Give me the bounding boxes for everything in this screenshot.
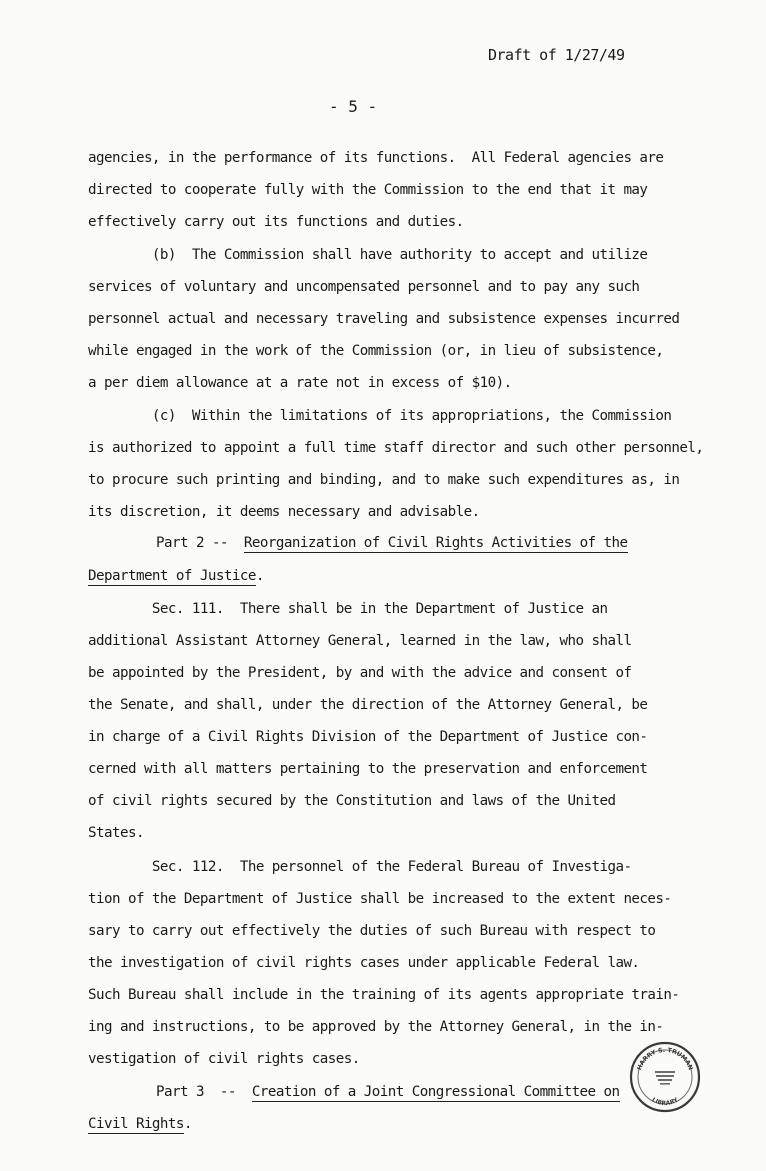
- body-line-9: (c) Within the limitations of its appropriations, the Commission: [88, 408, 672, 424]
- body-line-8: a per diem allowance at a rate not in excess of $10).: [88, 375, 512, 391]
- part3-end: .: [183, 1116, 192, 1132]
- body-line-27: vestigation of civil rights cases.: [88, 1051, 360, 1067]
- body-line-11: to procure such printing and binding, and to make such expenditures as, in: [88, 472, 680, 488]
- body-line-19: of civil rights secured by the Constitution and laws of the United: [88, 793, 616, 809]
- body-line-17: in charge of a Civil Rights Division of the Department of Justice con-: [88, 729, 648, 745]
- part3-title-line1: Creation of a Joint Congressional Committee on: [251, 1084, 620, 1100]
- part3-prefix: Part 3 --: [156, 1084, 252, 1100]
- part2-title-line2: Department of Justice: [88, 568, 256, 584]
- body-line-20: States.: [88, 825, 144, 841]
- body-line-6: personnel actual and necessary traveling and subsistence expenses incurred: [88, 311, 680, 327]
- body-line-16: the Senate, and shall, under the direction of the Attorney General, be: [88, 697, 648, 713]
- body-line-14: additional Assistant Attorney General, learned in the law, who shall: [88, 633, 632, 649]
- part3-heading: [156, 1082, 620, 1102]
- body-line-7: while engaged in the work of the Commission (or, in lieu of subsistence,: [88, 343, 664, 359]
- seal-center-emblem: [655, 1071, 675, 1085]
- body-line-15: be appointed by the President, by and with the advice and consent of: [88, 665, 632, 681]
- library-seal-stamp: [628, 1040, 702, 1114]
- body-line-24: the investigation of civil rights cases under applicable Federal law.: [88, 955, 640, 971]
- page-number: - 5 -: [329, 97, 378, 116]
- seal-bottom-text: LIBRARY: [650, 1096, 680, 1108]
- body-line-21: Sec. 112. The personnel of the Federal Bureau of Investiga-: [88, 859, 632, 875]
- part2-title-line1: Reorganization of Civil Rights Activities of the: [243, 535, 628, 551]
- body-line-12: its discretion, it deems necessary and advisable.: [88, 504, 480, 520]
- body-line-18: cerned with all matters pertaining to the preservation and enforcement: [88, 761, 648, 777]
- part2-end: .: [255, 568, 264, 584]
- body-line-22: tion of the Department of Justice shall be increased to the extent neces-: [88, 891, 672, 907]
- part2-heading-cont: [88, 566, 264, 586]
- body-line-10: is authorized to appoint a full time staff director and such other personnel,: [88, 440, 704, 456]
- body-line-25: Such Bureau shall include in the training of its agents appropriate train-: [88, 987, 680, 1003]
- body-line-2: directed to cooperate fully with the Commission to the end that it may: [88, 182, 648, 198]
- part3-heading-cont: [88, 1114, 192, 1134]
- part2-heading: [156, 533, 628, 553]
- body-line-4: (b) The Commission shall have authority to accept and utilize: [88, 247, 648, 263]
- body-line-5: services of voluntary and uncompensated personnel and to pay any such: [88, 279, 640, 295]
- part3-title-line2: Civil Rights: [88, 1116, 184, 1132]
- body-line-13: Sec. 111. There shall be in the Department of Justice an: [88, 601, 608, 617]
- part2-prefix: Part 2 --: [156, 535, 244, 551]
- body-line-3: effectively carry out its functions and duties.: [88, 214, 464, 230]
- body-line-26: ing and instructions, to be approved by the Attorney General, in the in-: [88, 1019, 664, 1035]
- body-line-23: sary to carry out effectively the duties of such Bureau with respect to: [88, 923, 656, 939]
- seal-top-text: HARRY S. TRUMAN: [636, 1046, 694, 1072]
- body-line-1: agencies, in the performance of its functions. All Federal agencies are: [88, 150, 664, 166]
- draft-date: Draft of 1/27/49: [488, 46, 625, 64]
